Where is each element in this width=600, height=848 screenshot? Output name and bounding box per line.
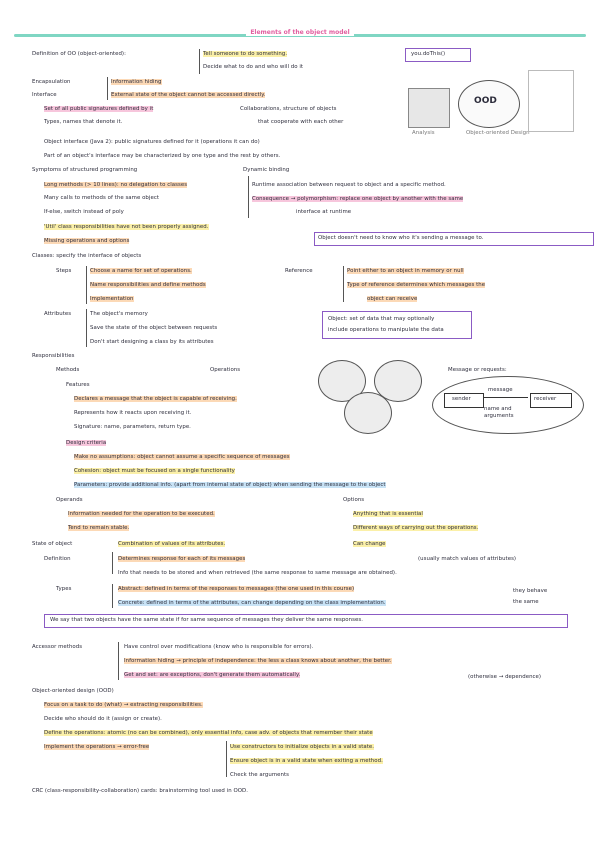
symptoms-label: Symptoms of structured programming <box>32 167 138 173</box>
runtime-assoc: Runtime association between request to object and a specific method. <box>252 182 446 188</box>
message-arrow <box>484 397 528 398</box>
feature-3: Signature: name, parameters, return type. <box>74 424 191 430</box>
types-side: they behave <box>513 588 548 594</box>
collab-arrow: Collaborations, structure of objects <box>240 106 337 112</box>
operand-2: Tend to remain stable. <box>68 525 130 531</box>
attributes-label: Attributes <box>44 311 72 317</box>
access-2: Information hiding → principle of independence: the less a class knows about another, the better. <box>124 658 392 664</box>
ood-4: Implement the operations → error-free <box>44 744 150 750</box>
divider <box>86 309 87 347</box>
encap-value: Information hiding <box>111 79 162 85</box>
object-blob-icon <box>344 392 392 434</box>
feature-2: Represents how it reacts upon receiving it. <box>74 410 192 416</box>
reference-1: Point either to an object in memory or null <box>347 268 464 274</box>
divider <box>86 266 87 304</box>
def-oo-line2: Decide what to do and who will do it <box>203 64 304 70</box>
attr-2: Save the state of the object between requests <box>90 325 218 331</box>
ood-3: Define the operations: atomic (no can be combined), only essential info, case adv. of objects that remember their state <box>44 730 373 736</box>
reference-label: Reference <box>285 268 313 274</box>
state-def-1: Determines response for each of its messages <box>118 556 246 562</box>
def-oo-line1: Tell someone to do something. <box>203 51 288 57</box>
set-public: Set of all public signatures defined by it <box>44 106 154 112</box>
steps-label: Steps <box>56 268 72 274</box>
boxed-note-text: Object doesn't need to know who it's sending a message to. <box>318 235 484 241</box>
divider <box>343 266 344 302</box>
ood-5: Ensure object is in a valid state when exiting a method. <box>230 758 383 764</box>
types-label: Types <box>56 586 72 592</box>
encap-label: Encapsulation <box>32 79 71 85</box>
divider <box>199 49 200 74</box>
many-calls: Many calls to methods of the same object <box>44 195 159 201</box>
option-2: Different ways of carrying out the operations. <box>353 525 479 531</box>
obj-iface: Object interface (Java 2): public signatures defined for it (operations it can do) <box>44 139 260 145</box>
analysis-doc-icon <box>408 88 450 128</box>
option-1: Anything that is essential <box>353 511 423 517</box>
options-label: Options <box>343 497 365 503</box>
message-label: message <box>488 387 513 393</box>
sender-label: sender <box>452 396 471 402</box>
missing-ops: Missing operations and options <box>44 238 130 244</box>
output-notes-icon <box>528 70 574 132</box>
msg-requests: Message or requests: <box>448 367 507 373</box>
methods-label: Methods <box>56 367 80 373</box>
state-value: Combination of values of its attributes. <box>118 541 226 547</box>
feature-1: Declares a message that the object is capable of receiving. <box>74 396 237 402</box>
name-args-label: name and arguments <box>484 406 514 419</box>
divider <box>107 77 108 100</box>
responsibilities-label: Responsibilities <box>32 353 75 359</box>
access-label: Accessor methods <box>32 644 83 650</box>
long-methods: Long methods (> 10 lines): no delegation to classes <box>44 182 188 188</box>
reference-3: object can receive <box>367 296 418 302</box>
features-label: Features <box>66 382 90 388</box>
definition-label: Definition <box>44 556 71 562</box>
types-line: Types, names that denote it. <box>44 119 123 125</box>
interface-value: External state of the object cannot be accessed directly. <box>111 92 266 98</box>
ood-6: Check the arguments <box>230 772 289 778</box>
types-concrete: Concrete: defined in terms of the attributes, can change depending on the class implementation. <box>118 600 386 606</box>
ood-1: Focus on a task to do (what) → extracting responsibilities. <box>44 702 203 708</box>
access-1: Have control over modifications (know who is responsible for errors). <box>124 644 314 650</box>
crc-line: CRC (class-responsibility-collaboration) cards: brainstorming tool used in OOD. <box>32 788 248 794</box>
types-side2: the same <box>513 599 539 605</box>
divider <box>226 741 227 777</box>
operand-1: Information needed for the operation to be executed. <box>68 511 215 517</box>
dyn-binding-label: Dynamic binding <box>243 167 290 173</box>
consequence: Consequence → polymorphism: replace one object by another with the same <box>252 196 464 202</box>
if-else: If-else, switch instead of poly <box>44 209 124 215</box>
divider <box>112 584 113 608</box>
ood-label-text: Object-oriented design (OOD) <box>32 688 114 694</box>
attr-3: Don't start designing a class by its attributes <box>90 339 214 345</box>
access-3-note: (otherwise → dependence) <box>468 674 542 680</box>
state-label: State of object <box>32 541 73 547</box>
operations-label: Operations <box>210 367 241 373</box>
state-def-1-note: (usually match values of attributes) <box>418 556 517 562</box>
option-3: Can change <box>353 541 386 547</box>
divider <box>118 642 119 680</box>
boxed-state-text: We say that two objects have the same state if for same sequence of messages they deliver the same responses. <box>50 617 363 623</box>
access-3: Get and set: are exceptions, don't generate them automatically. <box>124 672 301 678</box>
classes-label: Classes: specify the interface of objects <box>32 253 142 259</box>
code-text: you.doThis() <box>411 51 446 57</box>
ood-2: Decide who should do it (assign or create). <box>44 716 162 722</box>
analysis-label: Analysis <box>412 130 435 136</box>
design-criteria-label: Design criteria <box>66 440 107 446</box>
ood-label: OOD <box>474 96 497 106</box>
design-1: Make no assumptions: object cannot assume a specific sequence of messages <box>74 454 290 460</box>
step-3: Implementation <box>90 296 134 302</box>
ood-4-right: Use constructors to initialize objects in a valid state. <box>230 744 375 750</box>
design-3: Parameters: provide additional info. (apart from internal state of object) when sending the message to the object <box>74 482 386 488</box>
interface-label: Interface <box>32 92 57 98</box>
part-iface: Part of an object's interface may be characterized by one type and the rest by others. <box>44 153 281 159</box>
step-1: Choose a name for set of operations. <box>90 268 192 274</box>
divider <box>248 176 249 218</box>
step-2: Name responsibilities and define methods <box>90 282 206 288</box>
def-oo-label: Definition of OO (object-oriented): <box>32 51 126 57</box>
page-title: Elements of the object model <box>0 29 600 36</box>
cooperate-line: that cooperate with each other <box>258 119 344 125</box>
operands-label: Operands <box>56 497 83 503</box>
design-2: Cohesion: object must be focused on a single functionality <box>74 468 235 474</box>
iface-runtime: interface at runtime <box>296 209 352 215</box>
util-class: 'Util' class responsibilities have not been properly assigned. <box>44 224 209 230</box>
state-def-2: Info that needs to be stored and when retrieved (the same response to same message are obtained). <box>118 570 397 576</box>
obj-def-1: Object: set of data that may optionally <box>328 316 435 322</box>
attr-1: The object's memory <box>90 311 148 317</box>
divider <box>112 552 113 574</box>
reference-2: Type of reference determines which messages the <box>347 282 486 288</box>
receiver-label: receiver <box>534 396 557 402</box>
types-abstract: Abstract: defined in terms of the responses to messages (the one used in this course) <box>118 586 355 592</box>
ood-caption: Object-oriented Design <box>466 130 530 136</box>
obj-def-2: include operations to manipulate the data <box>328 327 444 333</box>
